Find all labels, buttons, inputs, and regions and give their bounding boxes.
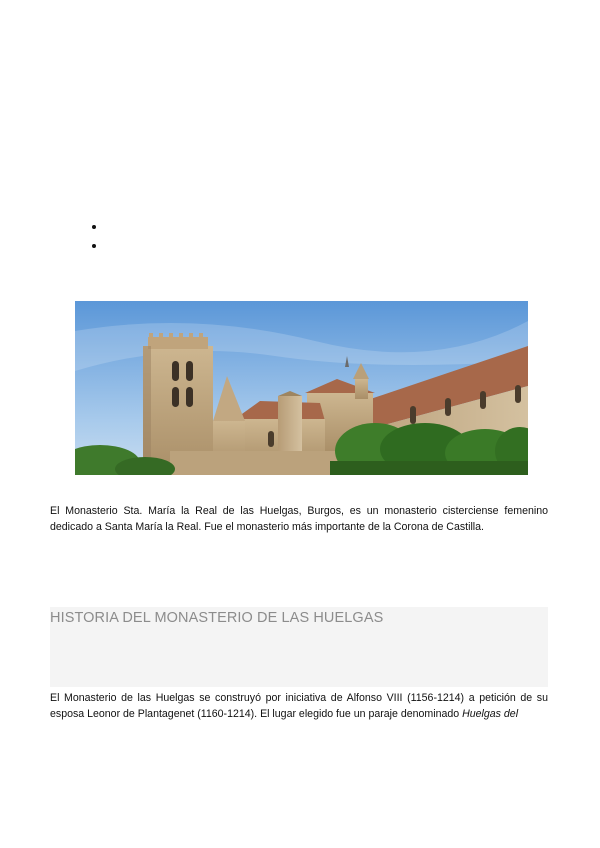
history-paragraph — [50, 690, 548, 722]
section-heading-box — [50, 607, 548, 687]
history-paragraph-italic: Huelgas del — [462, 708, 519, 720]
section-heading: HISTORIA DEL MONASTERIO DE LAS HUELGAS — [50, 610, 384, 626]
history-paragraph-text: El Monasterio de las Huelgas se construyó por iniciativa de Alfonso VIII (1156-1214) a petición de su esposa Leonor de Plantagenet (1160-1214). El lugar elegido fue un paraje denominado — [50, 692, 548, 720]
monastery-photo — [75, 301, 528, 475]
intro-paragraph: El Monasterio Sta. María la Real de las Huelgas, Burgos, es un monasterio cisterciense femenino dedicado a Santa María la Real. Fue el monasterio más importante de la Corona de Castilla. — [50, 505, 548, 533]
